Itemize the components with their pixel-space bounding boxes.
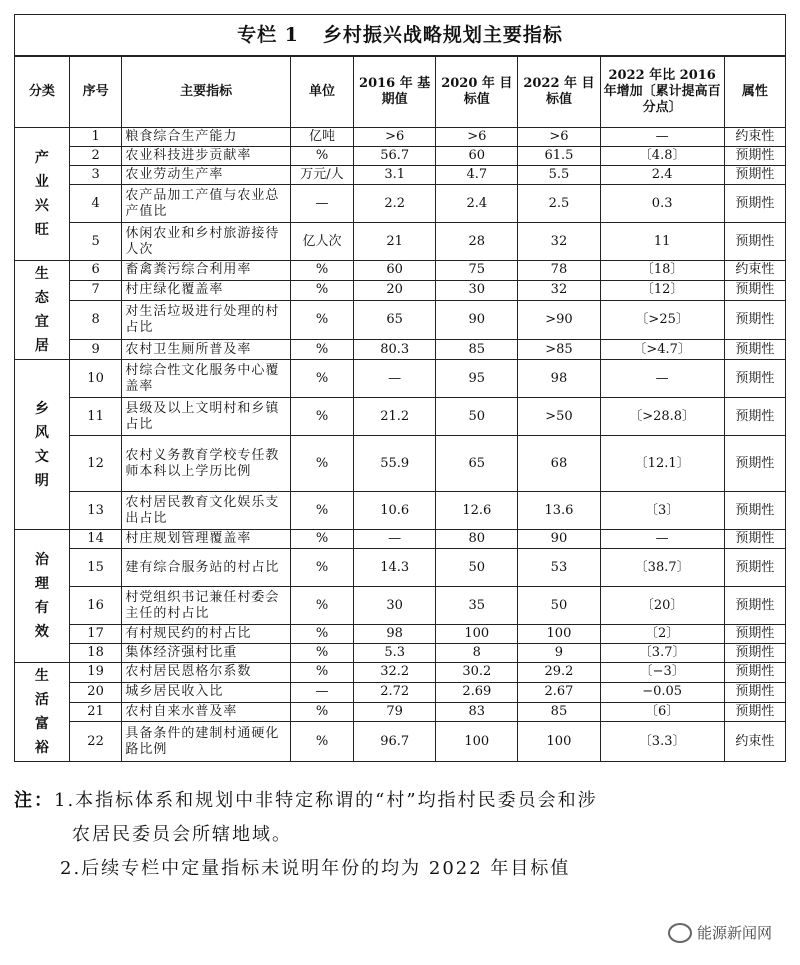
increase-cell: 〔2〕 [600, 625, 724, 644]
table-row [15, 360, 786, 398]
increase-cell: 〔>4.7〕 [600, 340, 724, 360]
indicator-name-cell: 农村卫生厕所普及率 [122, 340, 291, 360]
row-no-cell: 13 [69, 492, 122, 530]
row-no-cell: 11 [69, 398, 122, 436]
table-row [15, 128, 786, 147]
value-2020-cell: 100 [436, 625, 518, 644]
table-row [15, 587, 786, 625]
table-title-text: 乡村振兴战略规划主要指标 [322, 24, 563, 46]
table-title-label: 专栏 1 [237, 24, 299, 46]
value-2020-cell: 50 [436, 549, 518, 587]
increase-cell: −0.05 [600, 682, 724, 702]
row-no-cell: 3 [69, 166, 122, 185]
value-2020-cell: 35 [436, 587, 518, 625]
attribute-cell: 预期性 [724, 147, 785, 166]
attribute-cell: 预期性 [724, 530, 785, 549]
unit-cell: % [290, 530, 353, 549]
value-2020-cell: 90 [436, 300, 518, 340]
value-2020-cell: 30 [436, 280, 518, 300]
value-2022-cell: 85 [518, 702, 600, 722]
row-no-cell: 20 [69, 682, 122, 702]
row-no-cell: 2 [69, 147, 122, 166]
table-row [15, 166, 786, 185]
increase-cell: 0.3 [600, 185, 724, 223]
value-2016-cell: 96.7 [354, 722, 436, 762]
header-category: 分类 [15, 56, 70, 128]
value-2022-cell: 98 [518, 360, 600, 398]
indicator-name-cell: 集体经济强村比重 [122, 644, 291, 663]
unit-cell: 万元/人 [290, 166, 353, 185]
indicator-name-cell: 县级及以上文明村和乡镇占比 [122, 398, 291, 436]
increase-cell: 〔18〕 [600, 261, 724, 281]
attribute-cell: 预期性 [724, 436, 785, 492]
unit-cell: % [290, 644, 353, 663]
value-2016-cell: 21 [354, 223, 436, 261]
value-2020-cell: >6 [436, 128, 518, 147]
table-row [15, 663, 786, 683]
table-row [15, 722, 786, 762]
attribute-cell: 预期性 [724, 185, 785, 223]
attribute-cell: 预期性 [724, 340, 785, 360]
table-row [15, 300, 786, 340]
unit-cell: % [290, 280, 353, 300]
value-2016-cell: 79 [354, 702, 436, 722]
increase-cell: 〔6〕 [600, 702, 724, 722]
value-2020-cell: 83 [436, 702, 518, 722]
value-2020-cell: 4.7 [436, 166, 518, 185]
value-2016-cell: 55.9 [354, 436, 436, 492]
value-2020-cell: 28 [436, 223, 518, 261]
notes-label: 注： [14, 790, 54, 811]
row-no-cell: 6 [69, 261, 122, 281]
attribute-cell: 预期性 [724, 644, 785, 663]
header-unit: 单位 [290, 56, 353, 128]
header-2020: 2020 年 目标值 [436, 56, 518, 128]
value-2016-cell: 14.3 [354, 549, 436, 587]
value-2020-cell: 100 [436, 722, 518, 762]
row-no-cell: 17 [69, 625, 122, 644]
watermark [668, 922, 772, 943]
category-label: 产业兴旺 [34, 150, 49, 238]
category-label: 治理有效 [34, 552, 49, 640]
value-2016-cell: 65 [354, 300, 436, 340]
row-no-cell: 7 [69, 280, 122, 300]
value-2022-cell: >6 [518, 128, 600, 147]
indicator-name-cell: 农业劳动生产率 [122, 166, 291, 185]
header-increase: 2022 年比 2016 年增加〔累计提高百分点〕 [600, 56, 724, 128]
unit-cell: 亿吨 [290, 128, 353, 147]
attribute-cell: 预期性 [724, 300, 785, 340]
indicator-name-cell: 村庄规划管理覆盖率 [122, 530, 291, 549]
watermark-text: 能源新闻网 [696, 924, 772, 942]
indicator-name-cell: 有村规民约的村占比 [122, 625, 291, 644]
category-label: 生活富裕 [34, 668, 49, 756]
value-2016-cell: 3.1 [354, 166, 436, 185]
increase-cell: 〔3.3〕 [600, 722, 724, 762]
unit-cell: % [290, 722, 353, 762]
increase-cell: 〔12〕 [600, 280, 724, 300]
table-row [15, 261, 786, 281]
indicator-name-cell: 农村居民恩格尔系数 [122, 663, 291, 683]
increase-cell: 11 [600, 223, 724, 261]
increase-cell: 〔3.7〕 [600, 644, 724, 663]
row-no-cell: 18 [69, 644, 122, 663]
attribute-cell: 预期性 [724, 223, 785, 261]
attribute-cell: 预期性 [724, 682, 785, 702]
table-row [15, 549, 786, 587]
table-row [15, 223, 786, 261]
value-2022-cell: 61.5 [518, 147, 600, 166]
unit-cell: % [290, 702, 353, 722]
value-2020-cell: 50 [436, 398, 518, 436]
row-no-cell: 21 [69, 702, 122, 722]
header-row [15, 56, 786, 128]
increase-cell: 〔−3〕 [600, 663, 724, 683]
indicator-name-cell: 城乡居民收入比 [122, 682, 291, 702]
value-2022-cell: 32 [518, 280, 600, 300]
indicator-name-cell: 畜禽粪污综合利用率 [122, 261, 291, 281]
value-2022-cell: 32 [518, 223, 600, 261]
attribute-cell: 约束性 [724, 722, 785, 762]
attribute-cell: 预期性 [724, 625, 785, 644]
header-2016: 2016 年 基期值 [354, 56, 436, 128]
value-2016-cell: 20 [354, 280, 436, 300]
increase-cell: — [600, 530, 724, 549]
indicator-name-cell: 建有综合服务站的村占比 [122, 549, 291, 587]
value-2022-cell: 100 [518, 722, 600, 762]
increase-cell: 〔20〕 [600, 587, 724, 625]
document [14, 14, 786, 886]
value-2022-cell: >85 [518, 340, 600, 360]
value-2020-cell: 60 [436, 147, 518, 166]
indicator-name-cell: 具备条件的建制村通硬化路比例 [122, 722, 291, 762]
indicator-name-cell: 村庄绿化覆盖率 [122, 280, 291, 300]
attribute-cell: 预期性 [724, 492, 785, 530]
value-2020-cell: 2.4 [436, 185, 518, 223]
attribute-cell: 预期性 [724, 587, 785, 625]
attribute-cell: 预期性 [724, 663, 785, 683]
value-2016-cell: >6 [354, 128, 436, 147]
row-no-cell: 16 [69, 587, 122, 625]
unit-cell: % [290, 340, 353, 360]
value-2022-cell: 90 [518, 530, 600, 549]
increase-cell: 〔4.8〕 [600, 147, 724, 166]
header-2022: 2022 年 目标值 [518, 56, 600, 128]
row-no-cell: 10 [69, 360, 122, 398]
increase-cell: 〔38.7〕 [600, 549, 724, 587]
unit-cell: % [290, 300, 353, 340]
value-2022-cell: 5.5 [518, 166, 600, 185]
category-cell [15, 128, 70, 261]
value-2016-cell: 56.7 [354, 147, 436, 166]
value-2016-cell: 98 [354, 625, 436, 644]
value-2022-cell: 13.6 [518, 492, 600, 530]
increase-cell: — [600, 128, 724, 147]
note-1b: 农居民委员会所辖地域。 [72, 824, 292, 845]
header-attr: 属性 [724, 56, 785, 128]
notes [14, 784, 786, 886]
value-2022-cell: 2.5 [518, 185, 600, 223]
unit-cell: % [290, 587, 353, 625]
category-label: 生态宜居 [34, 266, 49, 354]
table-row [15, 340, 786, 360]
value-2016-cell: — [354, 530, 436, 549]
value-2022-cell: 100 [518, 625, 600, 644]
increase-cell: 〔12.1〕 [600, 436, 724, 492]
increase-cell: — [600, 360, 724, 398]
row-no-cell: 14 [69, 530, 122, 549]
unit-cell: 亿人次 [290, 223, 353, 261]
value-2022-cell: 53 [518, 549, 600, 587]
value-2020-cell: 75 [436, 261, 518, 281]
indicator-name-cell: 休闲农业和乡村旅游接待人次 [122, 223, 291, 261]
increase-cell: 〔>25〕 [600, 300, 724, 340]
value-2022-cell: >90 [518, 300, 600, 340]
note-1a: 1.本指标体系和规划中非特定称谓的“村”均指村民委员会和涉 [54, 790, 598, 811]
indicator-name-cell: 农村自来水普及率 [122, 702, 291, 722]
category-cell [15, 663, 70, 762]
table-row [15, 147, 786, 166]
table-row [15, 530, 786, 549]
attribute-cell: 预期性 [724, 360, 785, 398]
note-2: 2.后续专栏中定量指标未说明年份的均为 2022 年目标值 [60, 858, 571, 879]
header-no: 序号 [69, 56, 122, 128]
value-2022-cell: 78 [518, 261, 600, 281]
indicator-name-cell: 农业科技进步贡献率 [122, 147, 291, 166]
table-row [15, 492, 786, 530]
table-row [15, 644, 786, 663]
category-cell [15, 261, 70, 360]
value-2022-cell: 2.67 [518, 682, 600, 702]
header-indicator: 主要指标 [122, 56, 291, 128]
value-2016-cell: 21.2 [354, 398, 436, 436]
attribute-cell: 预期性 [724, 549, 785, 587]
category-label: 乡风文明 [34, 400, 49, 489]
value-2016-cell: 2.2 [354, 185, 436, 223]
unit-cell: % [290, 360, 353, 398]
table-row [15, 625, 786, 644]
row-no-cell: 1 [69, 128, 122, 147]
unit-cell: — [290, 682, 353, 702]
indicator-name-cell: 村综合性文化服务中心覆盖率 [122, 360, 291, 398]
wechat-icon [668, 923, 692, 943]
value-2022-cell: 9 [518, 644, 600, 663]
table-row [15, 185, 786, 223]
row-no-cell: 5 [69, 223, 122, 261]
table-row [15, 702, 786, 722]
table-row [15, 398, 786, 436]
value-2022-cell: 29.2 [518, 663, 600, 683]
table-row [15, 436, 786, 492]
row-no-cell: 8 [69, 300, 122, 340]
attribute-cell: 约束性 [724, 261, 785, 281]
row-no-cell: 12 [69, 436, 122, 492]
attribute-cell: 预期性 [724, 398, 785, 436]
unit-cell: % [290, 147, 353, 166]
attribute-cell: 约束性 [724, 128, 785, 147]
indicator-name-cell: 农村居民教育文化娱乐支出占比 [122, 492, 291, 530]
increase-cell: 〔3〕 [600, 492, 724, 530]
indicator-name-cell: 对生活垃圾进行处理的村占比 [122, 300, 291, 340]
indicator-table [14, 14, 786, 762]
value-2020-cell: 30.2 [436, 663, 518, 683]
table-row [15, 682, 786, 702]
increase-cell: 〔>28.8〕 [600, 398, 724, 436]
unit-cell: % [290, 261, 353, 281]
value-2020-cell: 2.69 [436, 682, 518, 702]
value-2016-cell: 32.2 [354, 663, 436, 683]
category-cell [15, 360, 70, 530]
value-2016-cell: 30 [354, 587, 436, 625]
value-2022-cell: 50 [518, 587, 600, 625]
value-2016-cell: 5.3 [354, 644, 436, 663]
attribute-cell: 预期性 [724, 702, 785, 722]
unit-cell: % [290, 549, 353, 587]
row-no-cell: 22 [69, 722, 122, 762]
unit-cell: % [290, 398, 353, 436]
value-2016-cell: — [354, 360, 436, 398]
table-title [15, 15, 786, 57]
row-no-cell: 4 [69, 185, 122, 223]
indicator-name-cell: 村党组织书记兼任村委会主任的村占比 [122, 587, 291, 625]
row-no-cell: 15 [69, 549, 122, 587]
value-2016-cell: 10.6 [354, 492, 436, 530]
unit-cell: % [290, 492, 353, 530]
value-2016-cell: 2.72 [354, 682, 436, 702]
value-2016-cell: 80.3 [354, 340, 436, 360]
attribute-cell: 预期性 [724, 166, 785, 185]
row-no-cell: 9 [69, 340, 122, 360]
attribute-cell: 预期性 [724, 280, 785, 300]
increase-cell: 2.4 [600, 166, 724, 185]
unit-cell: % [290, 436, 353, 492]
value-2020-cell: 80 [436, 530, 518, 549]
table-row [15, 280, 786, 300]
value-2020-cell: 12.6 [436, 492, 518, 530]
row-no-cell: 19 [69, 663, 122, 683]
value-2020-cell: 95 [436, 360, 518, 398]
category-cell [15, 530, 70, 663]
value-2016-cell: 60 [354, 261, 436, 281]
indicator-name-cell: 粮食综合生产能力 [122, 128, 291, 147]
indicator-name-cell: 农产品加工产值与农业总产值比 [122, 185, 291, 223]
indicator-name-cell: 农村义务教育学校专任教师本科以上学历比例 [122, 436, 291, 492]
value-2020-cell: 85 [436, 340, 518, 360]
unit-cell: % [290, 625, 353, 644]
unit-cell: % [290, 663, 353, 683]
unit-cell: — [290, 185, 353, 223]
value-2022-cell: >50 [518, 398, 600, 436]
value-2020-cell: 65 [436, 436, 518, 492]
value-2022-cell: 68 [518, 436, 600, 492]
value-2020-cell: 8 [436, 644, 518, 663]
